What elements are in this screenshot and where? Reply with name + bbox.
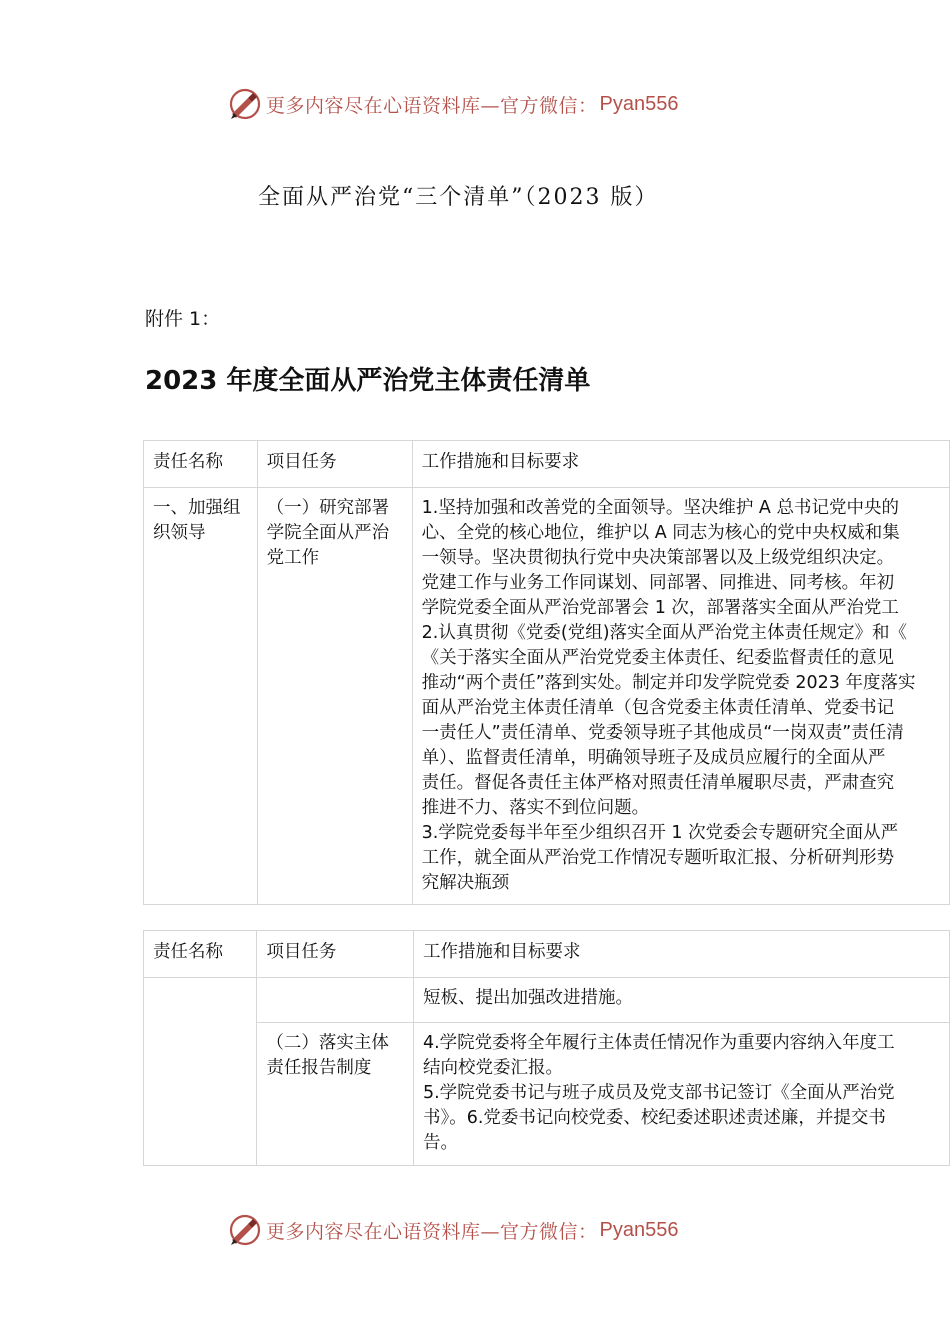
header-measures: 工作措施和目标要求 [413,931,949,978]
table-row [144,1023,950,1166]
cell-measures [412,488,949,905]
attachment-label: 附件 1： [145,308,221,330]
header-responsibility: 责任名称 [144,441,258,488]
header-measures: 工作措施和目标要求 [412,441,949,488]
top-banner [228,86,678,122]
cell-task: （一）研究部署学院全面从严治党工作 [257,488,412,905]
header-task: 项目任务 [257,441,412,488]
banner-text: 更多内容尽在心语资料库—官方微信： [266,94,598,117]
measure-line: 1.坚持加强和改善党的全面领导。坚决维护 A 总书记党中央的 [421,498,899,518]
table-row [144,978,950,1023]
cell-task [257,978,414,1023]
measure-line: 党建工作与业务工作同谋划、同部署、同推进、同考核。年初 [421,573,895,593]
cell-measures [413,1023,949,1166]
measure-line: 推进不力、落实不到位问题。 [421,798,650,818]
document-title: 全面从严治党“三个清单”（2023 版） [258,185,659,210]
cell-task: （二）落实主体责任报告制度 [257,1023,414,1166]
banner-wechat-id: Pyan556 [599,92,679,115]
measure-line: 究解决瓶颈 [421,873,510,893]
section-heading: 2023 年度全面从严治党主体责任清单 [145,366,591,396]
measure-line: 3.学院党委每半年至少组织召开 1 次党委会专题研究全面从严 [421,823,899,843]
measure-line: 单）、监督责任清单，明确领导班子及成员应履行的全面从严 [421,748,886,768]
measure-line: 结向校党委汇报。 [422,1058,563,1078]
measure-line: 面从严治党主体责任清单（包含党委主体责任清单、党委书记 [421,698,895,718]
responsibility-table [143,440,950,905]
header-task: 项目任务 [257,931,414,978]
cell-responsibility: 一、加强组织领导 [144,488,258,905]
measure-line: 告。 [422,1133,458,1153]
measure-line: 工作，就全面从严治党工作情况专题听取汇报、分析研判形势 [421,848,895,868]
banner-wechat-id: Pyan556 [599,1218,679,1241]
measure-line: 责任。督促各责任主体严格对照责任清单履职尽责，严肃查究 [421,773,895,793]
table-row [144,488,950,905]
measure-line: 短板、提出加强改进措施。 [422,988,633,1008]
bottom-banner [228,1212,678,1248]
header-responsibility: 责任名称 [144,931,257,978]
measure-line: 5.学院党委书记与班子成员及党支部书记签订《全面从严治党 [422,1083,895,1103]
measure-line: 一领导。坚决贯彻执行党中央决策部署以及上级党组织决定。 [421,548,895,568]
measure-line: 书》。6.党委书记向校党委、校纪委述职述责述廉，并提交书 [422,1108,886,1128]
measure-line: 一责任人”责任清单、党委领导班子其他成员“一岗双责”责任清 [421,723,904,743]
table-header-row [144,441,950,488]
pen-logo-icon [228,87,262,121]
cell-measures [413,978,949,1023]
measure-line: 学院党委全面从严治党部署会 1 次，部署落实全面从严治党工 [421,598,899,618]
measure-line: 《关于落实全面从严治党党委主体责任、纪委监督责任的意见 [421,648,895,668]
measure-line: 4.学院党委将全年履行主体责任情况作为重要内容纳入年度工 [422,1033,895,1053]
measure-line: 心、全党的核心地位，维护以 A 同志为核心的党中央权威和集 [421,523,900,543]
measure-line: 2.认真贯彻《党委(党组)落实全面从严治党主体责任规定》和《 [421,623,908,643]
table-header-row [144,931,950,978]
responsibility-table-continued [143,930,950,1166]
banner-text: 更多内容尽在心语资料库—官方微信： [266,1220,598,1243]
measure-line: 推动“两个责任”落到实处。制定并印发学院党委 2023 年度落实 [421,673,916,693]
cell-responsibility [144,978,257,1166]
pen-logo-icon [228,1213,262,1247]
